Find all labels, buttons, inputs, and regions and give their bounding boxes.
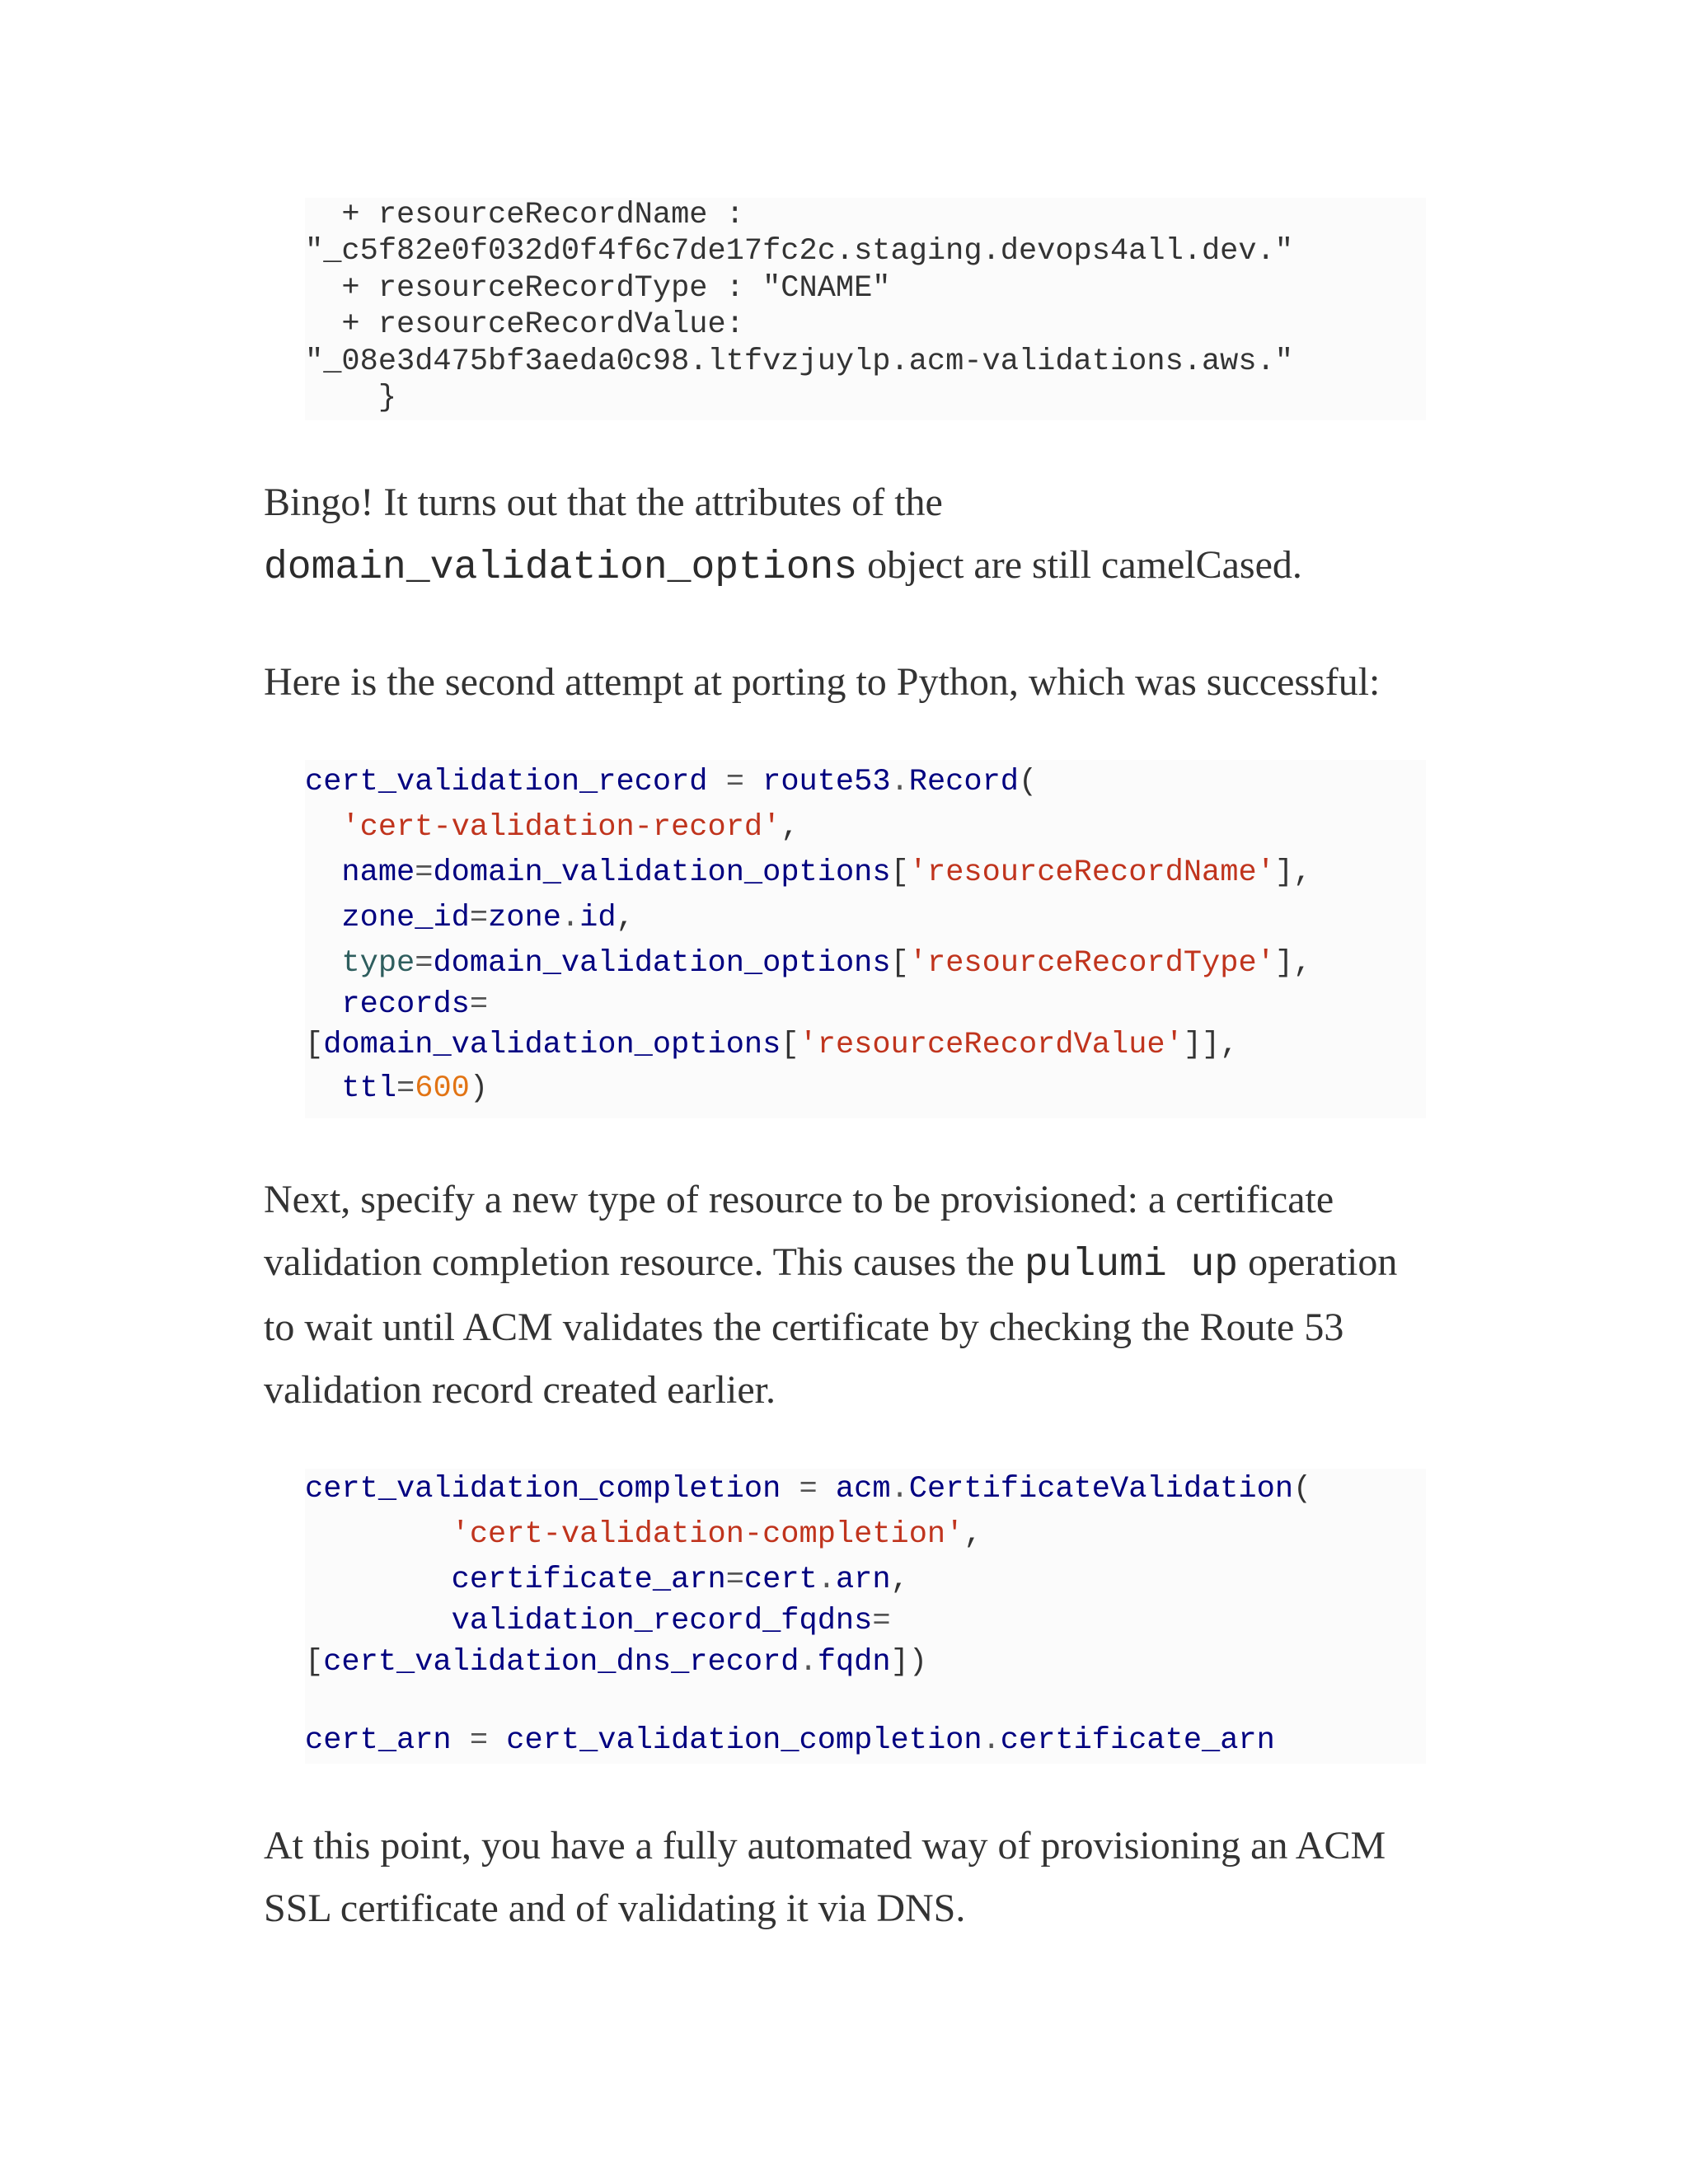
inline-code: domain_validation_options: [264, 546, 858, 590]
code-line: records=: [341, 987, 489, 1022]
inline-code: pulumi up: [1024, 1243, 1239, 1287]
code-line: name=domain_validation_options['resourceRecordName'],: [341, 855, 1312, 890]
code-line: + resourceRecordType : "CNAME": [305, 271, 891, 306]
paragraph-text: object are still camelCased.: [857, 543, 1302, 587]
code-line: + resourceRecordValue:: [305, 307, 744, 342]
paragraph-text: Next, specify a new type of resource to be provisioned: a certificate validation completion resource. This causes the: [264, 1178, 1334, 1284]
python-code-block-validation: [305, 1469, 1426, 1764]
code-line: ttl=600): [341, 1071, 489, 1106]
paragraph-text: Bingo! It turns out that the attributes of the: [264, 480, 943, 524]
code-line: 'cert-validation-record',: [341, 810, 799, 845]
diff-code-block: [305, 198, 1426, 420]
code-line: certificate_arn=cert.arn,: [451, 1563, 909, 1597]
code-line: cert_validation_completion = acm.CertificateValidation(: [305, 1472, 1312, 1507]
code-line: }: [305, 381, 397, 415]
document-page: [264, 0, 1426, 2184]
code-line: cert_arn = cert_validation_completion.certificate_arn: [305, 1723, 1275, 1758]
code-line: cert_validation_record = route53.Record(: [305, 765, 1038, 799]
code-line: "_c5f82e0f032d0f4f6c7de17fc2c.staging.devops4all.dev.": [305, 234, 1293, 269]
paragraph-conclusion: At this point, you have a fully automated way of provisioning an ACM SSL certificate and of validating it via DNS.: [264, 1824, 1386, 1930]
code-line: zone_id=zone.id,: [341, 901, 635, 935]
code-line: validation_record_fqdns=: [451, 1604, 891, 1638]
paragraph-text: operation to wait until ACM validates the certificate by checking the Route 53 validation record created earlier.: [264, 1240, 1398, 1412]
code-line: [domain_validation_options['resourceRecordValue']],: [305, 1028, 1239, 1062]
python-code-block-record: [305, 760, 1426, 1118]
code-line: + resourceRecordName :: [305, 198, 744, 232]
code-line: "_08e3d475bf3aeda0c98.ltfvzjuylp.acm-validations.aws.": [305, 344, 1293, 379]
paragraph-bingo: [264, 471, 1426, 599]
code-line: type=domain_validation_options['resourceRecordType'],: [341, 946, 1312, 981]
paragraph-second-attempt: Here is the second attempt at porting to Python, which was successful:: [264, 660, 1381, 704]
code-line: [cert_validation_dns_record.fqdn]): [305, 1645, 927, 1680]
code-line: 'cert-validation-completion',: [451, 1517, 982, 1552]
paragraph-next-specify: [264, 1169, 1426, 1422]
